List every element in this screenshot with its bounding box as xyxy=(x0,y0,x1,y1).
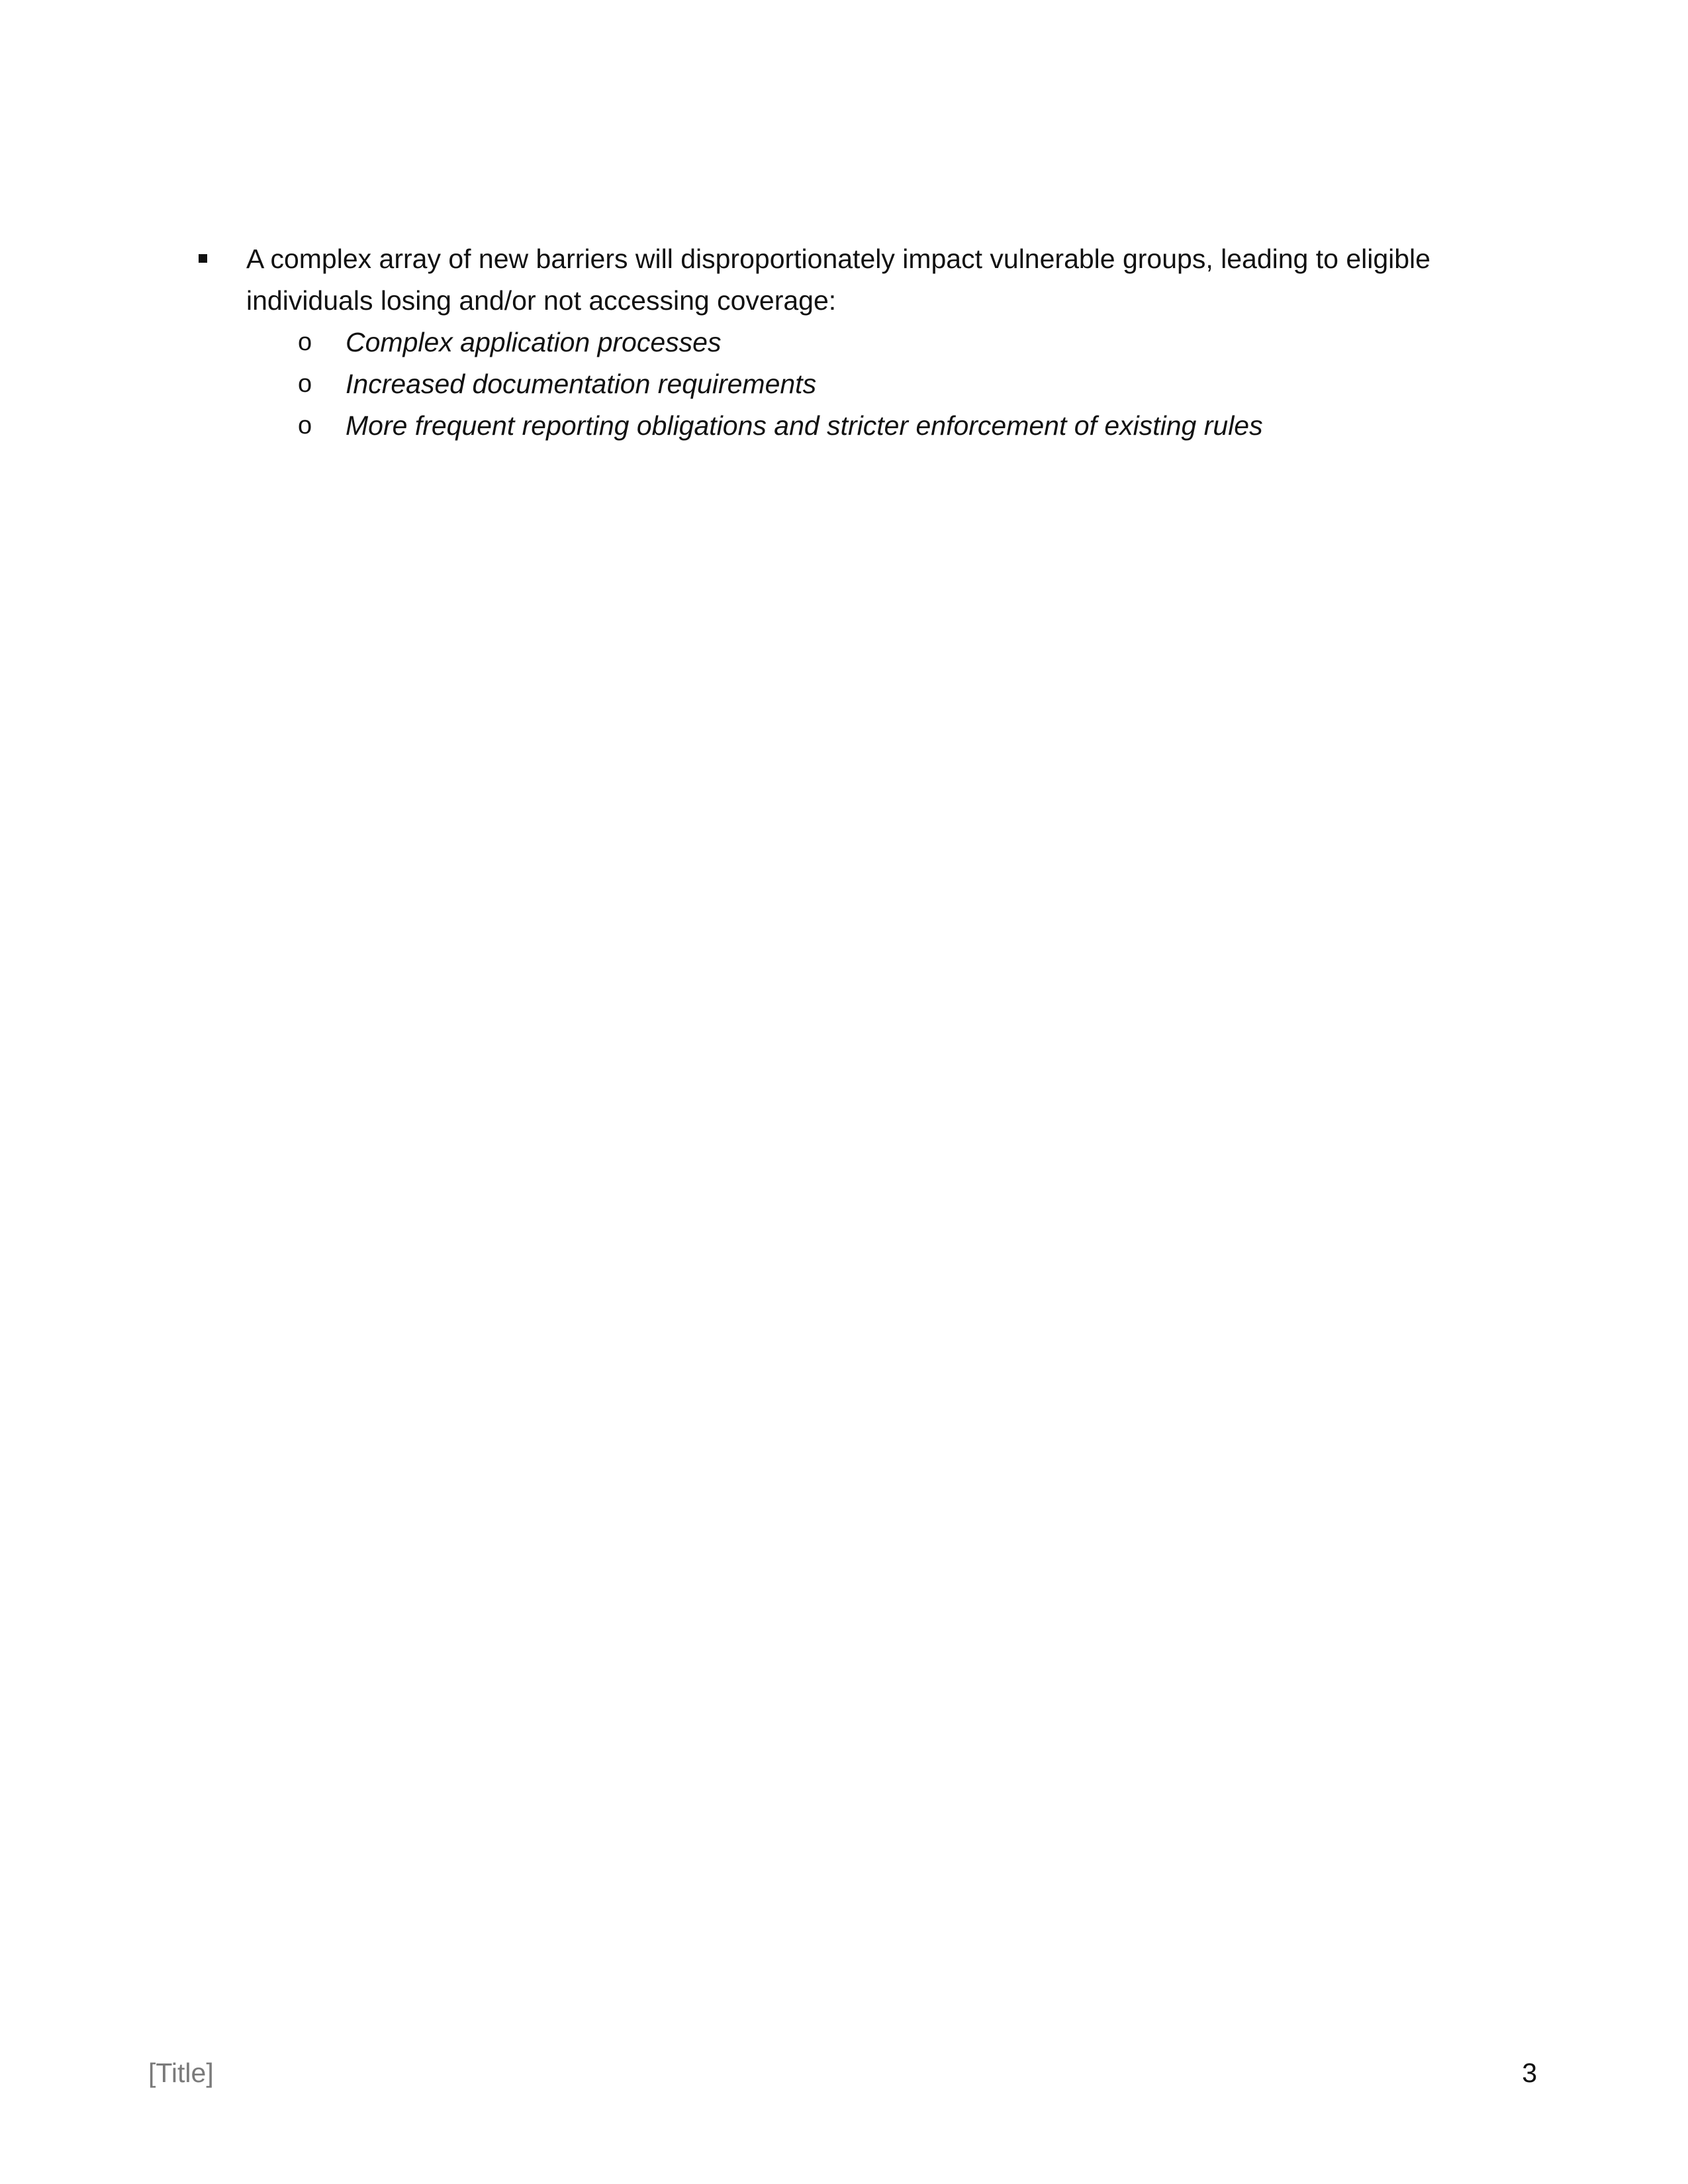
circle-bullet-icon: o xyxy=(298,328,312,356)
sub-bullet-item xyxy=(199,405,1509,447)
footer-title: [Title] xyxy=(148,2058,214,2088)
circle-bullet-icon: o xyxy=(298,412,312,439)
sub-bullet-list xyxy=(246,322,1509,447)
bullet-text-line-2: individuals losing and/or not accessing coverage: xyxy=(246,285,837,316)
sub-bullet-text: Increased documentation requirements xyxy=(346,369,817,399)
sub-bullet-text: Complex application processes xyxy=(346,327,722,357)
sub-bullet-item xyxy=(199,363,1509,405)
circle-bullet-icon: o xyxy=(298,370,312,398)
bullet-text-line-1: A complex array of new barriers will disproportionately impact vulnerable groups, leading to eligible xyxy=(246,244,1430,274)
sub-bullet-item xyxy=(199,322,1509,363)
square-bullet-icon xyxy=(199,254,207,263)
bullet-item xyxy=(199,238,1509,447)
sub-bullet-text: More frequent reporting obligations and stricter enforcement of existing rules xyxy=(346,410,1263,441)
page-number: 3 xyxy=(1522,2058,1537,2088)
document-body xyxy=(199,238,1509,447)
